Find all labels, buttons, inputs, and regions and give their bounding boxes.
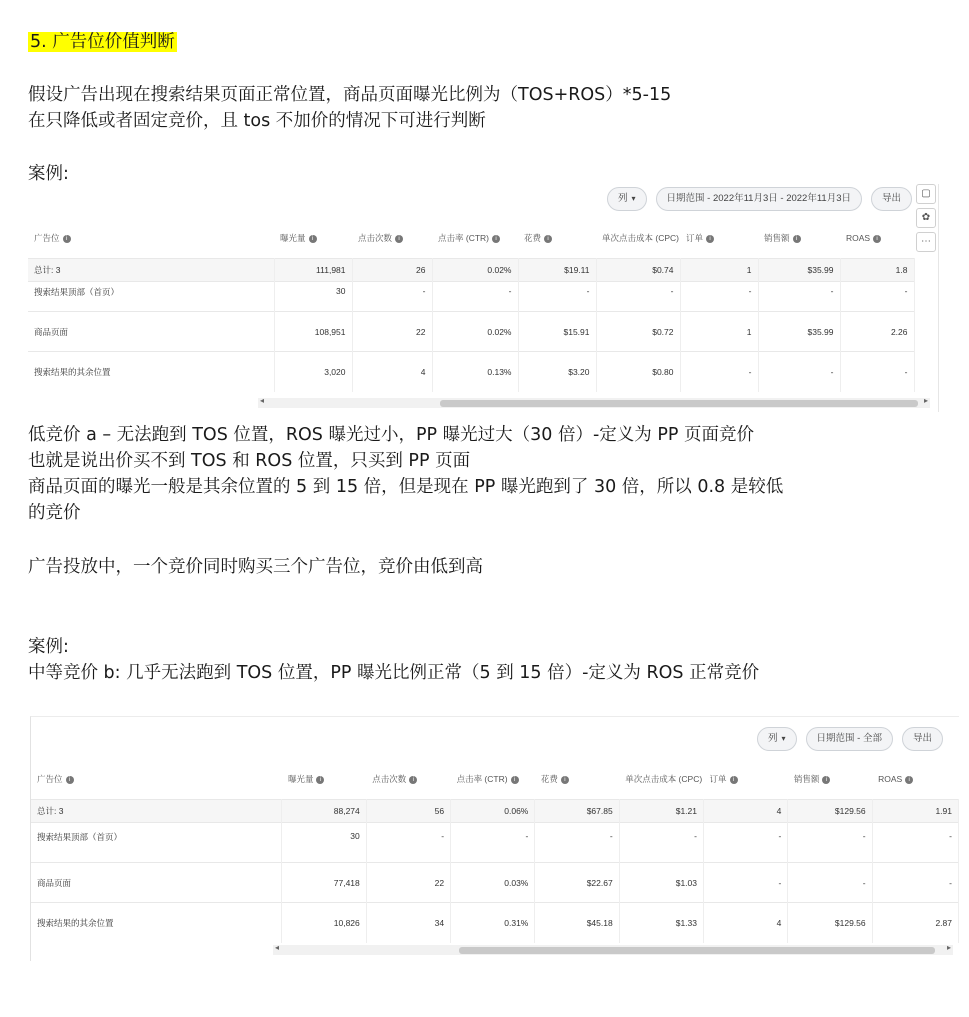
table-cell: 26	[352, 259, 432, 282]
table-row-total	[28, 259, 914, 282]
table-cell: 商品页面	[28, 312, 274, 352]
scroll-left-arrow[interactable]: ◂	[275, 943, 280, 952]
table-cell: 0.02%	[432, 259, 518, 282]
header-orders[interactable]: 订单 i	[680, 218, 758, 259]
info-icon: i	[730, 776, 738, 784]
table-cell: 0.02%	[432, 312, 518, 352]
table-cell: $129.56	[788, 800, 872, 823]
table-cell: $15.91	[518, 312, 596, 352]
placement-table-2	[31, 759, 959, 943]
table-cell: $0.74	[596, 259, 680, 282]
table-cell: 10,826	[282, 903, 366, 943]
more-icon[interactable]: ⋯	[916, 232, 936, 252]
case-label-2: 案例:	[28, 637, 69, 657]
info-icon: i	[511, 776, 519, 784]
campaign-placement-screenshot-2	[30, 716, 959, 961]
horizontal-scrollbar[interactable]	[273, 945, 953, 955]
table-cell: 搜索结果的其余位置	[28, 352, 274, 392]
table-cell: -	[680, 352, 758, 392]
export-button[interactable]: 导出	[871, 187, 912, 211]
chevron-down-icon: ▾	[781, 734, 786, 743]
table-cell: $3.20	[518, 352, 596, 392]
header-spend[interactable]: 花费 i	[518, 218, 596, 259]
table-cell: 77,418	[282, 863, 366, 903]
info-icon: i	[395, 235, 403, 243]
info-icon: i	[316, 776, 324, 784]
table-cell: -	[872, 823, 958, 863]
chevron-down-icon: ▾	[631, 194, 636, 203]
scroll-right-arrow[interactable]: ▸	[923, 396, 928, 405]
info-icon: i	[793, 235, 801, 243]
info-icon: i	[309, 235, 317, 243]
date-range-button[interactable]: 日期范围 - 2022年11月3日 - 2022年11月3日	[656, 187, 862, 211]
table-row	[31, 903, 959, 943]
info-icon: i	[66, 776, 74, 784]
table-cell: $129.56	[788, 903, 872, 943]
table-cell: -	[758, 282, 840, 312]
table-cell: 2.87	[872, 903, 958, 943]
info-icon: i	[409, 776, 417, 784]
info-icon: i	[822, 776, 830, 784]
table-cell: $35.99	[758, 259, 840, 282]
intro-line-1: 假设广告出现在搜索结果页面正常位置，商品页面曝光比例为（TOS+ROS）*5-15	[28, 85, 672, 105]
table-cell: -	[758, 352, 840, 392]
table-cell: -	[535, 823, 619, 863]
table-cell: -	[704, 863, 788, 903]
side-toolbar	[914, 184, 938, 252]
table-cell: 搜索结果顶部（首页）	[28, 282, 274, 312]
analysis-line-1: 低竞价 a – 无法跑到 TOS 位置，ROS 曝光过小，PP 曝光过大（30 倍）-定义为 PP 页面竞价	[28, 425, 755, 445]
table-cell: $67.85	[535, 800, 619, 823]
table-cell: 22	[366, 863, 450, 903]
table-cell: 22	[352, 312, 432, 352]
report-toolbar	[757, 727, 943, 751]
table-cell: -	[840, 282, 914, 312]
header-roas[interactable]: ROAS i	[840, 218, 914, 259]
analysis-line-b: 中等竞价 b: 几乎无法跑到 TOS 位置，PP 曝光比例正常（5 到 15 倍）-定义为 ROS 正常竞价	[28, 663, 760, 683]
info-icon: i	[492, 235, 500, 243]
table-cell: -	[680, 282, 758, 312]
scroll-right-arrow[interactable]: ▸	[946, 943, 951, 952]
table-cell: 搜索结果的其余位置	[31, 903, 282, 943]
scroll-left-arrow[interactable]: ◂	[260, 396, 265, 405]
table-cell: 1	[680, 259, 758, 282]
export-button[interactable]: 导出	[902, 727, 943, 751]
table-header	[28, 218, 914, 259]
table-cell: -	[596, 282, 680, 312]
header-sales[interactable]: 销售额 i	[758, 218, 840, 259]
table-cell: -	[352, 282, 432, 312]
bulb-icon[interactable]: ✿	[916, 208, 936, 228]
scroll-thumb[interactable]	[459, 947, 935, 954]
placement-table-1	[28, 218, 915, 392]
table-cell: $19.11	[518, 259, 596, 282]
header-impressions[interactable]: 曝光量 i	[282, 759, 366, 800]
header-roas[interactable]: ROAS i	[872, 759, 958, 800]
date-range-button[interactable]: 日期范围 - 全部	[806, 727, 893, 751]
info-icon: i	[706, 235, 714, 243]
table-cell: -	[619, 823, 703, 863]
table-cell: -	[788, 823, 872, 863]
table-cell: 4	[704, 800, 788, 823]
table-cell: 总计: 3	[28, 259, 274, 282]
table-cell: $0.72	[596, 312, 680, 352]
header-cpc[interactable]: 单次点击成本 (CPC)	[602, 233, 679, 243]
table-cell: -	[704, 823, 788, 863]
table-row	[28, 312, 914, 352]
table-cell: 0.13%	[432, 352, 518, 392]
table-cell: 4	[704, 903, 788, 943]
intro-line-2: 在只降低或者固定竞价，且 tos 不加价的情况下可进行判断	[28, 111, 486, 131]
header-orders[interactable]: 订单 i	[704, 759, 788, 800]
header-clicks[interactable]: 点击次数 i	[366, 759, 450, 800]
header-spend[interactable]: 花费 i	[535, 759, 619, 800]
table-cell: 4	[352, 352, 432, 392]
table-cell: -	[840, 352, 914, 392]
columns-button[interactable]: 列 ▾	[757, 727, 797, 751]
table-cell: 3,020	[274, 352, 352, 392]
table-cell: 2.26	[840, 312, 914, 352]
table-cell: -	[451, 823, 535, 863]
table-cell: 搜索结果顶部（首页）	[31, 823, 282, 863]
table-cell: 108,951	[274, 312, 352, 352]
table-cell: -	[518, 282, 596, 312]
table-cell: 34	[366, 903, 450, 943]
section-heading	[28, 30, 177, 54]
table-cell: 30	[274, 282, 352, 312]
table-cell: -	[788, 863, 872, 903]
info-icon: i	[63, 235, 71, 243]
table-cell: $1.21	[619, 800, 703, 823]
table-cell: 0.31%	[451, 903, 535, 943]
header-ctr[interactable]: 点击率 (CTR) i	[451, 759, 535, 800]
case-label-1: 案例:	[28, 164, 69, 184]
info-icon: i	[561, 776, 569, 784]
table-row-total	[31, 800, 959, 823]
table-cell: 88,274	[282, 800, 366, 823]
note-line: 广告投放中，一个竞价同时购买三个广告位，竞价由低到高	[28, 557, 483, 577]
table-cell: $22.67	[535, 863, 619, 903]
table-cell: 56	[366, 800, 450, 823]
info-icon: i	[544, 235, 552, 243]
table-cell: 商品页面	[31, 863, 282, 903]
table-cell: -	[872, 863, 958, 903]
table-cell: -	[366, 823, 450, 863]
analysis-line-2: 也就是说出价买不到 TOS 和 ROS 位置，只买到 PP 页面	[28, 451, 471, 471]
table-row	[28, 352, 914, 392]
highlighted-heading: 5. 广告位价值判断	[30, 32, 175, 52]
table-cell: $45.18	[535, 903, 619, 943]
header-cpc[interactable]: 单次点击成本 (CPC)	[625, 774, 703, 784]
table-cell: 0.06%	[451, 800, 535, 823]
header-impressions[interactable]: 曝光量 i	[274, 218, 352, 259]
table-cell: 111,981	[274, 259, 352, 282]
table-cell: 总计: 3	[31, 800, 282, 823]
info-icon: i	[905, 776, 913, 784]
table-cell: $1.33	[619, 903, 703, 943]
columns-button[interactable]: 列 ▾	[607, 187, 647, 211]
header-ctr[interactable]: 点击率 (CTR) i	[432, 218, 518, 259]
report-toolbar	[607, 187, 912, 211]
table-cell: 1	[680, 312, 758, 352]
table-header	[31, 759, 959, 800]
table-cell: 1.8	[840, 259, 914, 282]
table-cell: 1.91	[872, 800, 958, 823]
table-row	[28, 282, 914, 312]
campaign-placement-screenshot-1	[28, 184, 939, 412]
table-cell: 0.03%	[451, 863, 535, 903]
header-placement[interactable]: 广告位 i	[28, 218, 274, 259]
table-cell: -	[432, 282, 518, 312]
panel-icon[interactable]: ▢	[916, 184, 936, 204]
scroll-thumb[interactable]	[440, 400, 918, 407]
horizontal-scrollbar[interactable]	[258, 398, 930, 408]
info-icon: i	[873, 235, 881, 243]
analysis-line-4: 的竞价	[28, 503, 81, 523]
table-row	[31, 863, 959, 903]
analysis-line-3: 商品页面的曝光一般是其余位置的 5 到 15 倍，但是现在 PP 曝光跑到了 30 倍，所以 0.8 是较低	[28, 477, 784, 497]
header-sales[interactable]: 销售额 i	[788, 759, 872, 800]
header-placement[interactable]: 广告位 i	[31, 759, 282, 800]
table-row	[31, 823, 959, 863]
table-cell: $0.80	[596, 352, 680, 392]
table-cell: 30	[282, 823, 366, 863]
table-cell: $1.03	[619, 863, 703, 903]
table-cell: $35.99	[758, 312, 840, 352]
header-clicks[interactable]: 点击次数 i	[352, 218, 432, 259]
